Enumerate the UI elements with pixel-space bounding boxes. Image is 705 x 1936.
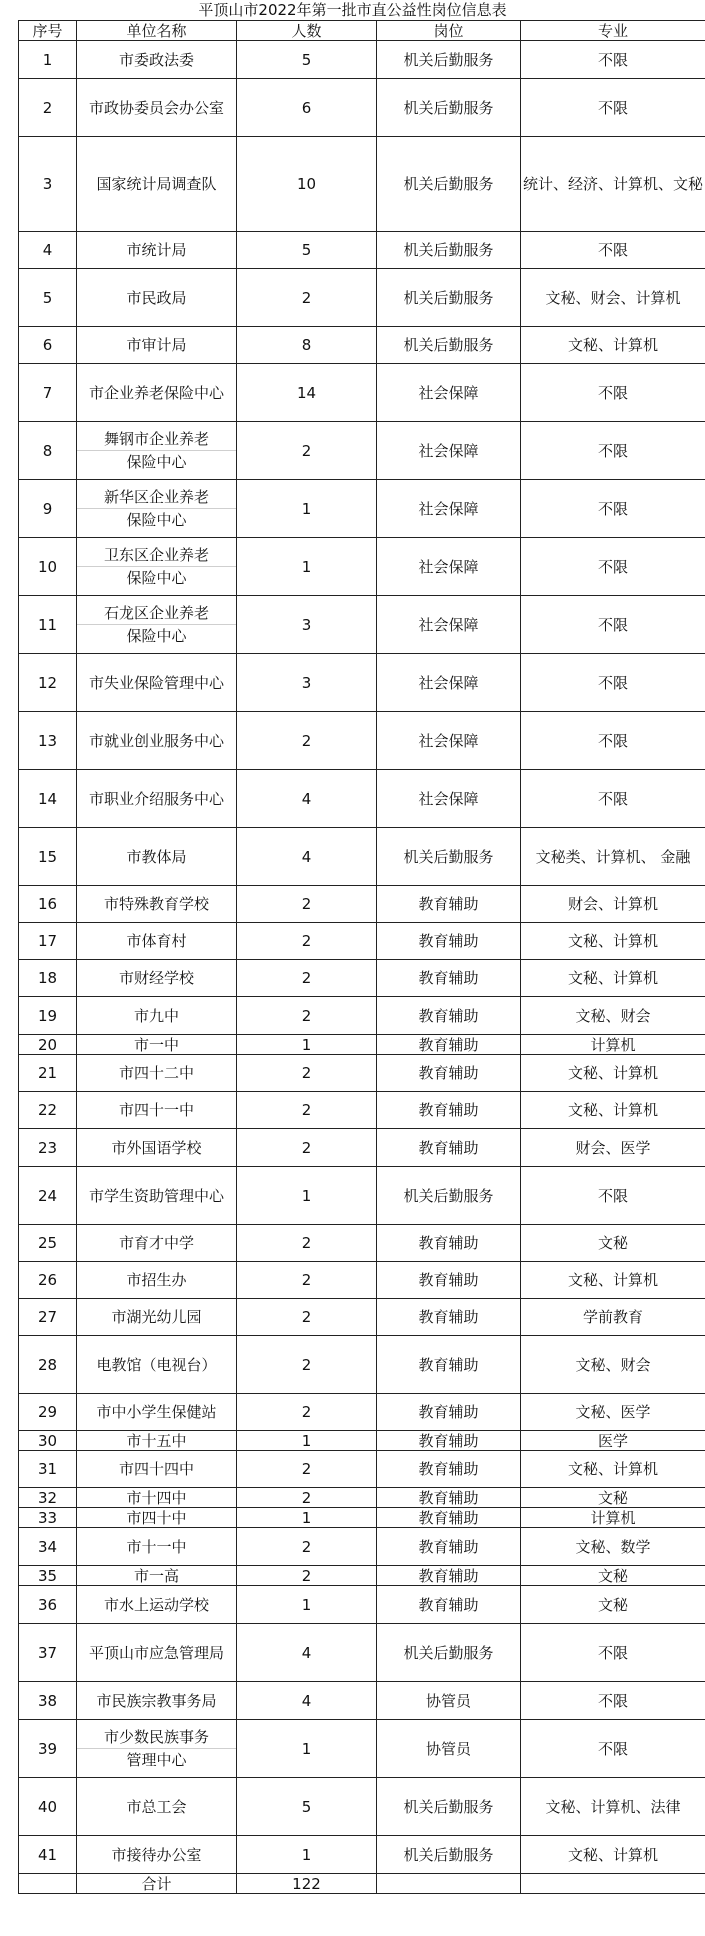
- cell-count: 2: [237, 712, 377, 770]
- cell-unit: 市育才中学: [77, 1225, 237, 1262]
- cell-index: 33: [19, 1508, 77, 1528]
- cell-unit: 市失业保险管理中心: [77, 654, 237, 712]
- cell-index: 13: [19, 712, 77, 770]
- cell-unit: 市就业创业服务中心: [77, 712, 237, 770]
- cell-major: 不限: [521, 1720, 705, 1778]
- table-row: [19, 596, 705, 654]
- table-row: [19, 960, 705, 997]
- cell-count: 5: [237, 41, 377, 79]
- cell-count: 14: [237, 364, 377, 422]
- cell-major: 文秘: [521, 1488, 705, 1508]
- cell-major: 不限: [521, 654, 705, 712]
- cell-unit-line2: 保险中心: [77, 450, 236, 471]
- cell-index: 24: [19, 1167, 77, 1225]
- header-count: 人数: [237, 21, 377, 41]
- cell-index: 15: [19, 828, 77, 886]
- cell-count: 1: [237, 1720, 377, 1778]
- cell-unit: 市四十中: [77, 1508, 237, 1528]
- cell-major: 统计、经济、计算机、文秘: [521, 137, 705, 232]
- cell-count: 2: [237, 269, 377, 327]
- cell-index: 40: [19, 1778, 77, 1836]
- cell-unit: 市体育村: [77, 923, 237, 960]
- cell-count: 1: [237, 1431, 377, 1451]
- table-row: [19, 480, 705, 538]
- cell-index: 11: [19, 596, 77, 654]
- cell-post: 教育辅助: [377, 1336, 521, 1394]
- cell-count: 2: [237, 960, 377, 997]
- cell-post: 教育辅助: [377, 1508, 521, 1528]
- cell-major: 计算机: [521, 1508, 705, 1528]
- cell-major: 不限: [521, 770, 705, 828]
- cell-index: 10: [19, 538, 77, 596]
- cell-major: 不限: [521, 538, 705, 596]
- cell-index: 41: [19, 1836, 77, 1874]
- table-row: [19, 1682, 705, 1720]
- cell-unit: 平顶山市应急管理局: [77, 1624, 237, 1682]
- cell-unit-line1: 石龙区企业养老: [103, 604, 209, 622]
- cell-major: 财会、计算机: [521, 886, 705, 923]
- table-row: [19, 1566, 705, 1586]
- cell-count: 4: [237, 770, 377, 828]
- cell-count: 1: [237, 480, 377, 538]
- table-row: [19, 1167, 705, 1225]
- cell-count: 1: [237, 1586, 377, 1624]
- table-row: [19, 712, 705, 770]
- cell-unit-line2: 保险中心: [77, 508, 236, 529]
- table-row: [19, 1586, 705, 1624]
- cell-post: 教育辅助: [377, 923, 521, 960]
- cell-unit: 市审计局: [77, 327, 237, 364]
- cell-unit-line2: 保险中心: [77, 566, 236, 587]
- cell-index: 4: [19, 232, 77, 269]
- cell-count: 8: [237, 327, 377, 364]
- cell-major: 不限: [521, 232, 705, 269]
- cell-post: 教育辅助: [377, 1528, 521, 1566]
- cell-unit: 市一中: [77, 1035, 237, 1055]
- cell-major: 不限: [521, 1167, 705, 1225]
- total-count: 122: [237, 1874, 377, 1894]
- cell-post: 教育辅助: [377, 1566, 521, 1586]
- cell-post: 机关后勤服务: [377, 1836, 521, 1874]
- cell-post: 社会保障: [377, 712, 521, 770]
- cell-major: 不限: [521, 41, 705, 79]
- cell-major: 文秘、计算机、法律: [521, 1778, 705, 1836]
- cell-major: 计算机: [521, 1035, 705, 1055]
- cell-post: 社会保障: [377, 538, 521, 596]
- table-row: [19, 1055, 705, 1092]
- cell-unit: 市民族宗教事务局: [77, 1682, 237, 1720]
- cell-count: 5: [237, 1778, 377, 1836]
- cell-major: 文秘、计算机: [521, 1836, 705, 1874]
- cell-index: 37: [19, 1624, 77, 1682]
- table-row: [19, 79, 705, 137]
- cell-unit: [77, 422, 237, 480]
- cell-index: 16: [19, 886, 77, 923]
- cell-index: 17: [19, 923, 77, 960]
- cell-unit-line1: 新华区企业养老: [103, 488, 209, 506]
- cell-post: 教育辅助: [377, 1129, 521, 1167]
- header-major: 专业: [521, 21, 705, 41]
- cell-unit: [77, 538, 237, 596]
- table-row: [19, 1092, 705, 1129]
- cell-index: 2: [19, 79, 77, 137]
- cell-count: 2: [237, 422, 377, 480]
- cell-major: 文秘、计算机: [521, 1451, 705, 1488]
- table-row: [19, 1528, 705, 1566]
- cell-count: 1: [237, 1508, 377, 1528]
- cell-index: 38: [19, 1682, 77, 1720]
- cell-unit: [77, 1720, 237, 1778]
- table-title: 平顶山市2022年第一批市直公益性岗位信息表: [198, 1, 507, 19]
- cell-major: 不限: [521, 480, 705, 538]
- cell-count: 2: [237, 1225, 377, 1262]
- header-row: [19, 21, 705, 41]
- table-row: [19, 1431, 705, 1451]
- cell-unit: 市民政局: [77, 269, 237, 327]
- cell-major: 不限: [521, 1682, 705, 1720]
- cell-count: 10: [237, 137, 377, 232]
- cell-unit: 市接待办公室: [77, 1836, 237, 1874]
- cell-major: 文秘、计算机: [521, 1092, 705, 1129]
- cell-index: 18: [19, 960, 77, 997]
- header-index: 序号: [19, 21, 77, 41]
- cell-unit: 市总工会: [77, 1778, 237, 1836]
- cell-major: [521, 1874, 705, 1894]
- cell-count: 3: [237, 654, 377, 712]
- header-unit: 单位名称: [77, 21, 237, 41]
- cell-unit-line1: 卫东区企业养老: [103, 546, 209, 564]
- cell-post: 机关后勤服务: [377, 1167, 521, 1225]
- cell-count: 1: [237, 1167, 377, 1225]
- cell-index: 23: [19, 1129, 77, 1167]
- cell-post: 教育辅助: [377, 1394, 521, 1431]
- cell-index: 8: [19, 422, 77, 480]
- cell-count: 4: [237, 1624, 377, 1682]
- table-row: [19, 1451, 705, 1488]
- cell-unit: [77, 596, 237, 654]
- cell-post: 机关后勤服务: [377, 1778, 521, 1836]
- cell-index: 34: [19, 1528, 77, 1566]
- cell-unit: 市十一中: [77, 1528, 237, 1566]
- cell-index: 28: [19, 1336, 77, 1394]
- cell-count: 3: [237, 596, 377, 654]
- cell-major: 文秘: [521, 1586, 705, 1624]
- cell-index: 21: [19, 1055, 77, 1092]
- cell-index: 35: [19, 1566, 77, 1586]
- cell-count: 2: [237, 1451, 377, 1488]
- cell-index: 31: [19, 1451, 77, 1488]
- cell-unit: 市职业介绍服务中心: [77, 770, 237, 828]
- cell-unit: 市四十四中: [77, 1451, 237, 1488]
- cell-count: 2: [237, 1262, 377, 1299]
- table-row: [19, 538, 705, 596]
- cell-post: 机关后勤服务: [377, 137, 521, 232]
- cell-post: 社会保障: [377, 422, 521, 480]
- cell-unit: 市十五中: [77, 1431, 237, 1451]
- cell-index: 12: [19, 654, 77, 712]
- cell-unit: 市财经学校: [77, 960, 237, 997]
- cell-unit: 市一高: [77, 1566, 237, 1586]
- cell-post: 教育辅助: [377, 1451, 521, 1488]
- cell-count: 2: [237, 1394, 377, 1431]
- cell-major: 文秘: [521, 1566, 705, 1586]
- cell-post: 教育辅助: [377, 1262, 521, 1299]
- cell-count: 2: [237, 1055, 377, 1092]
- job-info-table: [18, 20, 705, 1894]
- cell-index: 6: [19, 327, 77, 364]
- cell-post: 教育辅助: [377, 1055, 521, 1092]
- cell-index: [19, 1874, 77, 1894]
- cell-post: 社会保障: [377, 364, 521, 422]
- cell-major: 文秘、计算机: [521, 1055, 705, 1092]
- cell-major: 文秘、计算机: [521, 1262, 705, 1299]
- cell-post: 机关后勤服务: [377, 1624, 521, 1682]
- cell-post: 教育辅助: [377, 1431, 521, 1451]
- cell-unit: 市十四中: [77, 1488, 237, 1508]
- cell-unit: 市水上运动学校: [77, 1586, 237, 1624]
- cell-major: 文秘、财会: [521, 997, 705, 1035]
- cell-count: 4: [237, 1682, 377, 1720]
- cell-post: 教育辅助: [377, 1586, 521, 1624]
- cell-unit-line2: 管理中心: [77, 1748, 236, 1769]
- table-row: [19, 1720, 705, 1778]
- table-row: [19, 1508, 705, 1528]
- cell-unit: 市教体局: [77, 828, 237, 886]
- cell-major: 学前教育: [521, 1299, 705, 1336]
- cell-unit: 市外国语学校: [77, 1129, 237, 1167]
- cell-major: 文秘、财会: [521, 1336, 705, 1394]
- cell-index: 26: [19, 1262, 77, 1299]
- cell-unit: 电教馆（电视台）: [77, 1336, 237, 1394]
- cell-unit: 市湖光幼儿园: [77, 1299, 237, 1336]
- cell-unit: 市政协委员会办公室: [77, 79, 237, 137]
- cell-post: 教育辅助: [377, 1488, 521, 1508]
- cell-index: 36: [19, 1586, 77, 1624]
- cell-unit: 市中小学生保健站: [77, 1394, 237, 1431]
- table-row: [19, 1262, 705, 1299]
- table-row: [19, 923, 705, 960]
- cell-post: 社会保障: [377, 770, 521, 828]
- table-row: [19, 1778, 705, 1836]
- table-row: [19, 1394, 705, 1431]
- cell-major: 文秘: [521, 1225, 705, 1262]
- cell-post: 社会保障: [377, 596, 521, 654]
- table-row: [19, 327, 705, 364]
- cell-major: 不限: [521, 712, 705, 770]
- table-row: [19, 654, 705, 712]
- cell-post: 机关后勤服务: [377, 269, 521, 327]
- cell-post: 教育辅助: [377, 960, 521, 997]
- cell-count: 2: [237, 1528, 377, 1566]
- cell-unit: 市企业养老保险中心: [77, 364, 237, 422]
- cell-count: 2: [237, 923, 377, 960]
- cell-count: 2: [237, 1092, 377, 1129]
- table-row: [19, 1035, 705, 1055]
- cell-count: 2: [237, 1299, 377, 1336]
- cell-unit-line1: 市少数民族事务: [103, 1728, 209, 1746]
- cell-post: [377, 1874, 521, 1894]
- cell-post: 教育辅助: [377, 1035, 521, 1055]
- cell-major: 不限: [521, 79, 705, 137]
- cell-major: 医学: [521, 1431, 705, 1451]
- cell-index: 22: [19, 1092, 77, 1129]
- cell-unit-line2: 保险中心: [77, 624, 236, 645]
- cell-major: 不限: [521, 364, 705, 422]
- table-row: [19, 997, 705, 1035]
- cell-post: 教育辅助: [377, 1299, 521, 1336]
- cell-count: 2: [237, 886, 377, 923]
- cell-major: 文秘、计算机: [521, 923, 705, 960]
- cell-count: 2: [237, 1129, 377, 1167]
- cell-post: 社会保障: [377, 654, 521, 712]
- cell-count: 5: [237, 232, 377, 269]
- table-row: [19, 137, 705, 232]
- cell-count: 4: [237, 828, 377, 886]
- table-row: [19, 269, 705, 327]
- cell-post: 教育辅助: [377, 997, 521, 1035]
- cell-major: 文秘、计算机: [521, 327, 705, 364]
- cell-post: 协管员: [377, 1682, 521, 1720]
- cell-post: 协管员: [377, 1720, 521, 1778]
- cell-index: 14: [19, 770, 77, 828]
- cell-index: 19: [19, 997, 77, 1035]
- cell-major: 文秘、医学: [521, 1394, 705, 1431]
- cell-count: 1: [237, 538, 377, 596]
- cell-index: 9: [19, 480, 77, 538]
- cell-unit: [77, 480, 237, 538]
- cell-count: 1: [237, 1035, 377, 1055]
- header-post: 岗位: [377, 21, 521, 41]
- cell-post: 机关后勤服务: [377, 232, 521, 269]
- cell-index: 1: [19, 41, 77, 79]
- cell-unit: 市委政法委: [77, 41, 237, 79]
- cell-post: 机关后勤服务: [377, 79, 521, 137]
- cell-post: 社会保障: [377, 480, 521, 538]
- cell-index: 25: [19, 1225, 77, 1262]
- cell-unit: 市四十一中: [77, 1092, 237, 1129]
- cell-major: 文秘、计算机: [521, 960, 705, 997]
- cell-count: 6: [237, 79, 377, 137]
- table-row: [19, 886, 705, 923]
- cell-unit: 市统计局: [77, 232, 237, 269]
- table-row: [19, 1836, 705, 1874]
- cell-count: 1: [237, 1836, 377, 1874]
- cell-major: 财会、医学: [521, 1129, 705, 1167]
- table-row: [19, 422, 705, 480]
- cell-unit: 市四十二中: [77, 1055, 237, 1092]
- cell-post: 机关后勤服务: [377, 327, 521, 364]
- cell-unit: 市九中: [77, 997, 237, 1035]
- table-row: [19, 1129, 705, 1167]
- cell-count: 2: [237, 1336, 377, 1394]
- table-row: [19, 1299, 705, 1336]
- cell-index: 7: [19, 364, 77, 422]
- cell-unit-line1: 舞钢市企业养老: [103, 430, 209, 448]
- cell-index: 20: [19, 1035, 77, 1055]
- cell-index: 30: [19, 1431, 77, 1451]
- cell-major: 不限: [521, 422, 705, 480]
- table-row: [19, 1225, 705, 1262]
- cell-index: 29: [19, 1394, 77, 1431]
- total-row: [19, 1874, 705, 1894]
- cell-index: 32: [19, 1488, 77, 1508]
- table-row: [19, 364, 705, 422]
- total-label: 合计: [77, 1874, 237, 1894]
- cell-count: 2: [237, 997, 377, 1035]
- table-row: [19, 770, 705, 828]
- cell-unit: 国家统计局调查队: [77, 137, 237, 232]
- table-row: [19, 828, 705, 886]
- table-row: [19, 1336, 705, 1394]
- cell-post: 教育辅助: [377, 886, 521, 923]
- cell-major: 不限: [521, 596, 705, 654]
- table-row: [19, 232, 705, 269]
- cell-major: 文秘、数学: [521, 1528, 705, 1566]
- cell-index: 39: [19, 1720, 77, 1778]
- cell-unit: 市特殊教育学校: [77, 886, 237, 923]
- table-row: [19, 41, 705, 79]
- cell-index: 3: [19, 137, 77, 232]
- cell-major: 文秘、财会、计算机: [521, 269, 705, 327]
- cell-major: 文秘类、计算机、 金融: [521, 828, 705, 886]
- cell-count: 2: [237, 1488, 377, 1508]
- cell-post: 教育辅助: [377, 1225, 521, 1262]
- cell-index: 27: [19, 1299, 77, 1336]
- table-row: [19, 1624, 705, 1682]
- cell-major: 不限: [521, 1624, 705, 1682]
- cell-post: 机关后勤服务: [377, 41, 521, 79]
- cell-unit: 市学生资助管理中心: [77, 1167, 237, 1225]
- cell-post: 机关后勤服务: [377, 828, 521, 886]
- cell-index: 5: [19, 269, 77, 327]
- cell-post: 教育辅助: [377, 1092, 521, 1129]
- cell-unit: 市招生办: [77, 1262, 237, 1299]
- cell-count: 2: [237, 1566, 377, 1586]
- table-row: [19, 1488, 705, 1508]
